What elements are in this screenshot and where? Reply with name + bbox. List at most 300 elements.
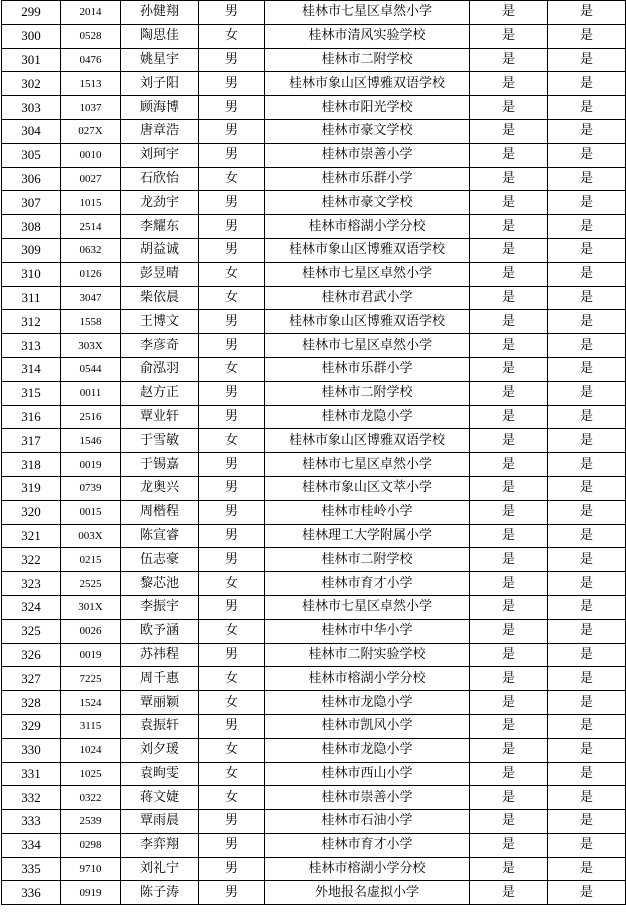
cell-gender: 女 (199, 572, 265, 596)
cell-student-name: 石欣怡 (121, 167, 199, 191)
cell-school: 桂林市乐群小学 (265, 167, 470, 191)
cell-school: 桂林市阳光学校 (265, 96, 470, 120)
cell-flag-1: 是 (470, 786, 548, 810)
cell-flag-1: 是 (470, 595, 548, 619)
cell-school: 桂林市七星区卓然小学 (265, 595, 470, 619)
cell-gender: 女 (199, 262, 265, 286)
cell-school: 桂林市二附实验学校 (265, 643, 470, 667)
cell-gender: 男 (199, 1, 265, 25)
cell-student-name: 李耀东 (121, 215, 199, 239)
cell-number: 299 (2, 1, 61, 25)
cell-flag-1: 是 (470, 167, 548, 191)
cell-flag-2: 是 (548, 381, 626, 405)
roster-body (2, 1, 626, 905)
cell-gender: 男 (199, 334, 265, 358)
cell-id-suffix: 0632 (61, 238, 121, 262)
cell-flag-2: 是 (548, 857, 626, 881)
cell-flag-2: 是 (548, 24, 626, 48)
cell-gender: 男 (199, 881, 265, 905)
cell-gender: 男 (199, 810, 265, 834)
cell-flag-2: 是 (548, 595, 626, 619)
table-row (2, 143, 626, 167)
cell-school: 桂林市凯风小学 (265, 714, 470, 738)
table-row (2, 643, 626, 667)
cell-flag-1: 是 (470, 48, 548, 72)
cell-school: 桂林市石油小学 (265, 810, 470, 834)
cell-id-suffix: 0010 (61, 143, 121, 167)
cell-flag-2: 是 (548, 572, 626, 596)
cell-flag-2: 是 (548, 548, 626, 572)
cell-number: 326 (2, 643, 61, 667)
cell-id-suffix: 0019 (61, 643, 121, 667)
cell-gender: 男 (199, 476, 265, 500)
cell-flag-1: 是 (470, 833, 548, 857)
cell-gender: 女 (199, 762, 265, 786)
cell-gender: 女 (199, 619, 265, 643)
cell-student-name: 袁昫雯 (121, 762, 199, 786)
cell-number: 328 (2, 691, 61, 715)
cell-student-name: 陈子涛 (121, 881, 199, 905)
cell-flag-1: 是 (470, 857, 548, 881)
cell-number: 332 (2, 786, 61, 810)
cell-flag-1: 是 (470, 691, 548, 715)
cell-school: 桂林市七星区卓然小学 (265, 262, 470, 286)
cell-id-suffix: 1037 (61, 96, 121, 120)
cell-flag-1: 是 (470, 262, 548, 286)
cell-flag-2: 是 (548, 334, 626, 358)
cell-flag-2: 是 (548, 476, 626, 500)
cell-gender: 女 (199, 286, 265, 310)
cell-flag-2: 是 (548, 215, 626, 239)
cell-gender: 男 (199, 96, 265, 120)
cell-school: 桂林市君武小学 (265, 286, 470, 310)
cell-student-name: 赵方正 (121, 381, 199, 405)
table-row (2, 667, 626, 691)
cell-student-name: 李振宇 (121, 595, 199, 619)
cell-id-suffix: 1513 (61, 72, 121, 96)
cell-number: 317 (2, 429, 61, 453)
table-row (2, 310, 626, 334)
cell-gender: 女 (199, 738, 265, 762)
cell-student-name: 欧予涵 (121, 619, 199, 643)
cell-school: 桂林市崇善小学 (265, 143, 470, 167)
cell-school: 桂林市七星区卓然小学 (265, 334, 470, 358)
cell-flag-1: 是 (470, 738, 548, 762)
cell-flag-2: 是 (548, 786, 626, 810)
cell-flag-2: 是 (548, 881, 626, 905)
cell-flag-1: 是 (470, 381, 548, 405)
cell-number: 323 (2, 572, 61, 596)
cell-student-name: 蒋文婕 (121, 786, 199, 810)
cell-id-suffix: 2014 (61, 1, 121, 25)
cell-school: 桂林市榕湖小学分校 (265, 667, 470, 691)
cell-school: 桂林市象山区博雅双语学校 (265, 429, 470, 453)
table-row (2, 881, 626, 905)
cell-number: 324 (2, 595, 61, 619)
cell-school: 桂林市二附学校 (265, 48, 470, 72)
table-row (2, 286, 626, 310)
cell-flag-1: 是 (470, 24, 548, 48)
table-row (2, 405, 626, 429)
cell-student-name: 覃丽颖 (121, 691, 199, 715)
cell-id-suffix: 7225 (61, 667, 121, 691)
cell-number: 329 (2, 714, 61, 738)
cell-flag-1: 是 (470, 524, 548, 548)
cell-number: 301 (2, 48, 61, 72)
cell-number: 302 (2, 72, 61, 96)
cell-student-name: 覃业轩 (121, 405, 199, 429)
cell-id-suffix: 0739 (61, 476, 121, 500)
table-row (2, 48, 626, 72)
cell-student-name: 于雪敏 (121, 429, 199, 453)
cell-flag-1: 是 (470, 286, 548, 310)
cell-student-name: 刘礼宁 (121, 857, 199, 881)
table-row (2, 238, 626, 262)
cell-gender: 女 (199, 691, 265, 715)
cell-flag-1: 是 (470, 453, 548, 477)
cell-school: 桂林市龙隐小学 (265, 691, 470, 715)
table-row (2, 476, 626, 500)
cell-id-suffix: 0027 (61, 167, 121, 191)
table-row (2, 810, 626, 834)
cell-number: 313 (2, 334, 61, 358)
cell-number: 304 (2, 119, 61, 143)
table-row (2, 786, 626, 810)
cell-number: 318 (2, 453, 61, 477)
cell-number: 319 (2, 476, 61, 500)
cell-student-name: 龙劲宇 (121, 191, 199, 215)
cell-gender: 女 (199, 357, 265, 381)
cell-number: 325 (2, 619, 61, 643)
cell-gender: 男 (199, 310, 265, 334)
cell-gender: 男 (199, 215, 265, 239)
cell-flag-2: 是 (548, 453, 626, 477)
table-row (2, 119, 626, 143)
cell-school: 桂林市象山区文萃小学 (265, 476, 470, 500)
cell-id-suffix: 3115 (61, 714, 121, 738)
cell-student-name: 李彦奇 (121, 334, 199, 358)
cell-flag-2: 是 (548, 191, 626, 215)
cell-student-name: 陶思佳 (121, 24, 199, 48)
table-row (2, 857, 626, 881)
cell-flag-2: 是 (548, 524, 626, 548)
cell-id-suffix: 2539 (61, 810, 121, 834)
cell-gender: 女 (199, 24, 265, 48)
cell-id-suffix: 003X (61, 524, 121, 548)
cell-school: 桂林市龙隐小学 (265, 738, 470, 762)
cell-gender: 男 (199, 857, 265, 881)
cell-id-suffix: 0298 (61, 833, 121, 857)
cell-gender: 男 (199, 405, 265, 429)
cell-flag-1: 是 (470, 334, 548, 358)
cell-gender: 男 (199, 48, 265, 72)
cell-student-name: 姚星宇 (121, 48, 199, 72)
cell-gender: 女 (199, 429, 265, 453)
cell-id-suffix: 0026 (61, 619, 121, 643)
cell-gender: 男 (199, 714, 265, 738)
table-row (2, 429, 626, 453)
cell-flag-1: 是 (470, 119, 548, 143)
cell-school: 桂林市西山小学 (265, 762, 470, 786)
cell-school: 桂林市豪文学校 (265, 191, 470, 215)
cell-flag-2: 是 (548, 643, 626, 667)
cell-gender: 男 (199, 548, 265, 572)
cell-number: 327 (2, 667, 61, 691)
cell-student-name: 覃雨晨 (121, 810, 199, 834)
cell-id-suffix: 0322 (61, 786, 121, 810)
cell-flag-2: 是 (548, 691, 626, 715)
cell-number: 308 (2, 215, 61, 239)
cell-gender: 男 (199, 381, 265, 405)
cell-flag-2: 是 (548, 119, 626, 143)
cell-id-suffix: 0544 (61, 357, 121, 381)
cell-flag-1: 是 (470, 619, 548, 643)
cell-id-suffix: 301X (61, 595, 121, 619)
cell-number: 330 (2, 738, 61, 762)
cell-flag-2: 是 (548, 96, 626, 120)
cell-flag-1: 是 (470, 357, 548, 381)
cell-school: 桂林市崇善小学 (265, 786, 470, 810)
table-row (2, 24, 626, 48)
cell-gender: 男 (199, 643, 265, 667)
cell-flag-1: 是 (470, 96, 548, 120)
cell-student-name: 俞泓羽 (121, 357, 199, 381)
cell-gender: 男 (199, 72, 265, 96)
cell-flag-1: 是 (470, 667, 548, 691)
table-row (2, 691, 626, 715)
cell-number: 314 (2, 357, 61, 381)
cell-gender: 男 (199, 595, 265, 619)
cell-student-name: 唐章浩 (121, 119, 199, 143)
cell-student-name: 王博文 (121, 310, 199, 334)
cell-flag-1: 是 (470, 810, 548, 834)
cell-student-name: 彭昱晴 (121, 262, 199, 286)
cell-number: 300 (2, 24, 61, 48)
cell-school: 桂林市七星区卓然小学 (265, 453, 470, 477)
cell-number: 320 (2, 500, 61, 524)
table-row (2, 548, 626, 572)
cell-id-suffix: 2514 (61, 215, 121, 239)
cell-flag-1: 是 (470, 215, 548, 239)
table-row (2, 738, 626, 762)
cell-id-suffix: 1558 (61, 310, 121, 334)
cell-flag-1: 是 (470, 143, 548, 167)
table-row (2, 191, 626, 215)
table-row (2, 381, 626, 405)
cell-flag-2: 是 (548, 500, 626, 524)
cell-flag-2: 是 (548, 167, 626, 191)
table-row (2, 357, 626, 381)
cell-school: 桂林市育才小学 (265, 572, 470, 596)
table-row (2, 334, 626, 358)
cell-flag-2: 是 (548, 262, 626, 286)
cell-school: 桂林市榕湖小学分校 (265, 215, 470, 239)
cell-id-suffix: 1015 (61, 191, 121, 215)
cell-number: 315 (2, 381, 61, 405)
table-row (2, 595, 626, 619)
cell-flag-1: 是 (470, 405, 548, 429)
cell-school: 桂林市象山区博雅双语学校 (265, 310, 470, 334)
cell-number: 331 (2, 762, 61, 786)
cell-student-name: 伍志豪 (121, 548, 199, 572)
cell-flag-1: 是 (470, 643, 548, 667)
cell-flag-2: 是 (548, 72, 626, 96)
cell-school: 桂林市二附学校 (265, 381, 470, 405)
table-row (2, 524, 626, 548)
table-row (2, 262, 626, 286)
cell-school: 桂林市桂岭小学 (265, 500, 470, 524)
cell-flag-2: 是 (548, 357, 626, 381)
cell-id-suffix: 9710 (61, 857, 121, 881)
cell-flag-1: 是 (470, 310, 548, 334)
cell-id-suffix: 2516 (61, 405, 121, 429)
cell-flag-2: 是 (548, 619, 626, 643)
cell-id-suffix: 0528 (61, 24, 121, 48)
cell-id-suffix: 0015 (61, 500, 121, 524)
cell-gender: 男 (199, 500, 265, 524)
cell-id-suffix: 0019 (61, 453, 121, 477)
cell-student-name: 龙奥兴 (121, 476, 199, 500)
cell-flag-1: 是 (470, 500, 548, 524)
cell-school: 桂林市中华小学 (265, 619, 470, 643)
cell-flag-1: 是 (470, 476, 548, 500)
table-row (2, 619, 626, 643)
cell-school: 桂林市乐群小学 (265, 357, 470, 381)
cell-number: 305 (2, 143, 61, 167)
cell-student-name: 胡益诚 (121, 238, 199, 262)
cell-id-suffix: 0919 (61, 881, 121, 905)
cell-flag-1: 是 (470, 881, 548, 905)
cell-school: 桂林理工大学附属小学 (265, 524, 470, 548)
cell-student-name: 李弈翔 (121, 833, 199, 857)
table-row (2, 215, 626, 239)
cell-id-suffix: 0126 (61, 262, 121, 286)
cell-student-name: 柴依晨 (121, 286, 199, 310)
cell-id-suffix: 1546 (61, 429, 121, 453)
table-row (2, 762, 626, 786)
cell-id-suffix: 1524 (61, 691, 121, 715)
cell-id-suffix: 1025 (61, 762, 121, 786)
table-row (2, 714, 626, 738)
cell-number: 335 (2, 857, 61, 881)
cell-flag-2: 是 (548, 429, 626, 453)
cell-student-name: 刘子阳 (121, 72, 199, 96)
cell-flag-2: 是 (548, 238, 626, 262)
roster-table (1, 0, 626, 905)
cell-number: 321 (2, 524, 61, 548)
cell-flag-1: 是 (470, 714, 548, 738)
cell-school: 桂林市七星区卓然小学 (265, 1, 470, 25)
cell-id-suffix: 2525 (61, 572, 121, 596)
cell-number: 303 (2, 96, 61, 120)
cell-number: 310 (2, 262, 61, 286)
cell-flag-2: 是 (548, 48, 626, 72)
cell-flag-2: 是 (548, 405, 626, 429)
cell-school: 桂林市豪文学校 (265, 119, 470, 143)
cell-flag-2: 是 (548, 738, 626, 762)
table-row (2, 167, 626, 191)
cell-gender: 男 (199, 833, 265, 857)
cell-student-name: 陈宣睿 (121, 524, 199, 548)
cell-student-name: 刘夕瑗 (121, 738, 199, 762)
cell-flag-1: 是 (470, 762, 548, 786)
cell-number: 311 (2, 286, 61, 310)
cell-student-name: 周千惠 (121, 667, 199, 691)
cell-school: 外地报名虚拟小学 (265, 881, 470, 905)
cell-number: 316 (2, 405, 61, 429)
table-row (2, 72, 626, 96)
cell-school: 桂林市龙隐小学 (265, 405, 470, 429)
cell-flag-2: 是 (548, 667, 626, 691)
cell-school: 桂林市榕湖小学分校 (265, 857, 470, 881)
cell-id-suffix: 303X (61, 334, 121, 358)
cell-id-suffix: 027X (61, 119, 121, 143)
cell-flag-1: 是 (470, 572, 548, 596)
cell-student-name: 刘珂宇 (121, 143, 199, 167)
cell-school: 桂林市清风实验学校 (265, 24, 470, 48)
cell-school: 桂林市象山区博雅双语学校 (265, 238, 470, 262)
cell-flag-2: 是 (548, 143, 626, 167)
cell-id-suffix: 0215 (61, 548, 121, 572)
cell-student-name: 顾海博 (121, 96, 199, 120)
cell-number: 333 (2, 810, 61, 834)
table-row (2, 453, 626, 477)
cell-flag-1: 是 (470, 191, 548, 215)
cell-flag-2: 是 (548, 714, 626, 738)
cell-flag-2: 是 (548, 833, 626, 857)
cell-flag-1: 是 (470, 72, 548, 96)
cell-number: 336 (2, 881, 61, 905)
cell-flag-1: 是 (470, 1, 548, 25)
cell-gender: 女 (199, 167, 265, 191)
cell-gender: 男 (199, 119, 265, 143)
table-row (2, 500, 626, 524)
cell-flag-2: 是 (548, 310, 626, 334)
cell-number: 307 (2, 191, 61, 215)
cell-gender: 男 (199, 238, 265, 262)
cell-number: 322 (2, 548, 61, 572)
cell-number: 334 (2, 833, 61, 857)
table-row (2, 833, 626, 857)
cell-gender: 男 (199, 453, 265, 477)
cell-gender: 男 (199, 143, 265, 167)
cell-id-suffix: 1024 (61, 738, 121, 762)
cell-student-name: 黎芯池 (121, 572, 199, 596)
cell-id-suffix: 0476 (61, 48, 121, 72)
table-row (2, 572, 626, 596)
cell-flag-1: 是 (470, 429, 548, 453)
table-row (2, 1, 626, 25)
cell-student-name: 袁振轩 (121, 714, 199, 738)
cell-gender: 女 (199, 786, 265, 810)
cell-flag-1: 是 (470, 238, 548, 262)
cell-id-suffix: 0011 (61, 381, 121, 405)
cell-number: 309 (2, 238, 61, 262)
cell-gender: 男 (199, 191, 265, 215)
cell-flag-1: 是 (470, 548, 548, 572)
cell-gender: 女 (199, 667, 265, 691)
cell-id-suffix: 3047 (61, 286, 121, 310)
cell-student-name: 苏祎程 (121, 643, 199, 667)
cell-flag-2: 是 (548, 810, 626, 834)
cell-student-name: 于锡嘉 (121, 453, 199, 477)
cell-number: 312 (2, 310, 61, 334)
cell-student-name: 周楷程 (121, 500, 199, 524)
cell-gender: 男 (199, 524, 265, 548)
cell-school: 桂林市育才小学 (265, 833, 470, 857)
cell-flag-2: 是 (548, 286, 626, 310)
cell-school: 桂林市二附学校 (265, 548, 470, 572)
